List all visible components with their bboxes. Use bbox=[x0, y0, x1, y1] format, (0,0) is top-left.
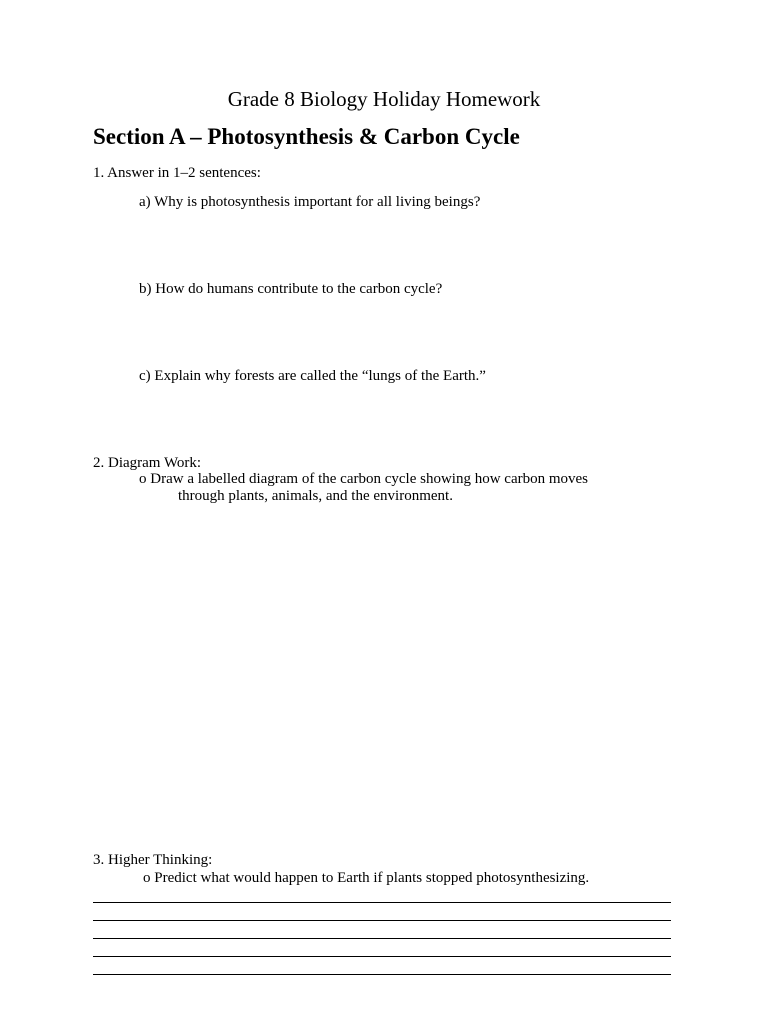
answer-line[interactable] bbox=[93, 920, 671, 921]
question-1c: c) Explain why forests are called the “lungs of the Earth.” bbox=[139, 368, 486, 384]
question-3-bullet: o Predict what would happen to Earth if plants stopped photosynthesizing. bbox=[143, 870, 590, 886]
answer-line[interactable] bbox=[93, 938, 671, 939]
question-2-prompt: 2. Diagram Work: bbox=[93, 455, 202, 471]
question-1b: b) How do humans contribute to the carbon cycle? bbox=[139, 281, 443, 297]
question-2-bullet-line-1: o Draw a labelled diagram of the carbon cycle showing how carbon moves bbox=[139, 471, 589, 487]
question-3-prompt: 3. Higher Thinking: bbox=[93, 852, 213, 868]
question-2-bullet-line-2: through plants, animals, and the environment. bbox=[178, 488, 453, 504]
diagram-drawing-area[interactable] bbox=[93, 515, 671, 845]
section-a-heading: Section A – Photosynthesis & Carbon Cycle bbox=[93, 124, 520, 149]
question-1-prompt: 1. Answer in 1–2 sentences: bbox=[93, 165, 261, 181]
document-title: Grade 8 Biology Holiday Homework bbox=[227, 87, 541, 111]
answer-line[interactable] bbox=[93, 902, 671, 903]
answer-line[interactable] bbox=[93, 956, 671, 957]
answer-line[interactable] bbox=[93, 974, 671, 975]
question-1a: a) Why is photosynthesis important for all living beings? bbox=[139, 194, 481, 210]
